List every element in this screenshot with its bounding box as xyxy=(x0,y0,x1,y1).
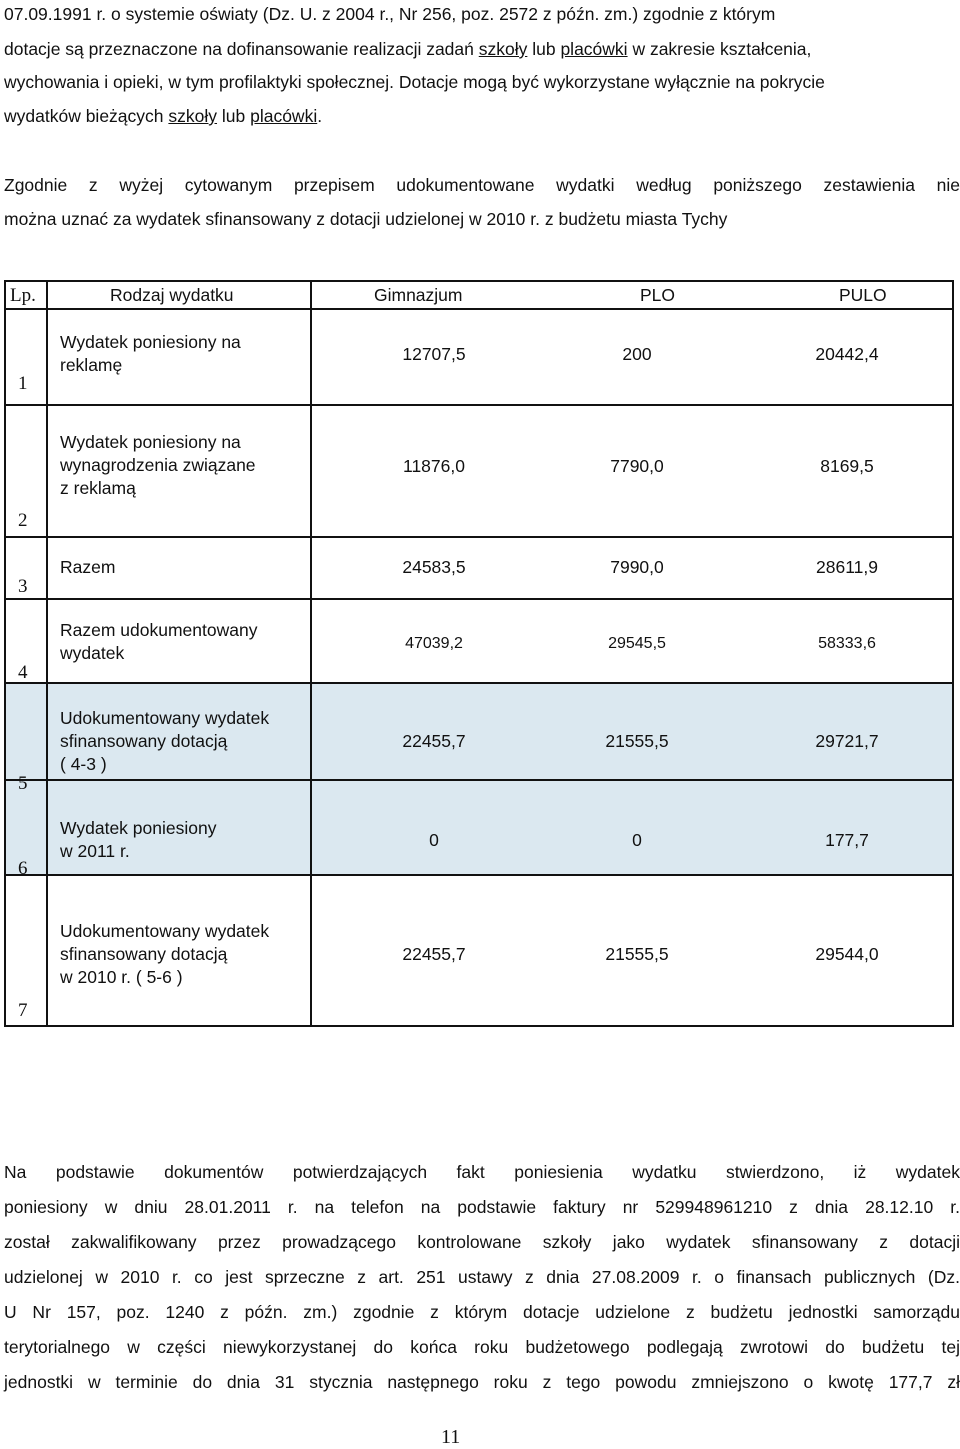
table-border xyxy=(4,1025,954,1027)
paragraph-line: 07.09.1991 r. o systemie oświaty (Dz. U. z 2004 r., Nr 256, poz. 2572 z późn. zm.) zgodnie z którym xyxy=(4,4,776,24)
row-desc-line: Wydatek poniesiony xyxy=(60,818,217,838)
cell-pulo: 8169,5 xyxy=(820,456,874,476)
cell-gimnazjum: 12707,5 xyxy=(402,344,466,364)
row-number: 5 xyxy=(18,773,28,794)
cell-gimnazjum: 0 xyxy=(429,830,439,850)
row-desc-line: Wydatek poniesiony na xyxy=(60,332,241,352)
paragraph-line xyxy=(4,106,322,127)
row-desc-line: w 2010 r. ( 5-6 ) xyxy=(60,967,183,987)
paragraph-line: terytorialnego w części niewykorzystanej do końca roku budżetowego podlegają zwrotowi do budżetu tej xyxy=(4,1337,960,1357)
expense-table xyxy=(4,280,954,1027)
underlined-term: szkoły xyxy=(168,106,218,126)
row-desc-line: wydatek xyxy=(60,643,125,663)
text-run: . xyxy=(317,106,323,126)
cell-plo: 200 xyxy=(622,344,652,364)
header-pulo: PULO xyxy=(839,285,887,305)
row-desc-line: reklamę xyxy=(60,355,123,375)
text-run: lub xyxy=(527,39,561,59)
text-run: dotacje są przeznaczone na dofinansowanie realizacji zadań xyxy=(4,39,479,59)
row-number: 2 xyxy=(18,510,28,531)
cell-gimnazjum: 47039,2 xyxy=(405,635,463,652)
row-desc-line: sfinansowany dotacją xyxy=(60,731,228,751)
paragraph-line: wychowania i opieki, w tym profilaktyki społecznej. Dotacje mogą być wykorzystane wyłącznie na pokrycie xyxy=(4,72,825,92)
header-lp: Lp. xyxy=(10,285,36,306)
row-desc-line: Udokumentowany wydatek xyxy=(60,921,270,941)
row-desc-line: w 2011 r. xyxy=(60,841,130,861)
cell-plo: 7790,0 xyxy=(610,456,664,476)
paragraph-line: udzielonej w 2010 r. co jest sprzeczne z art. 251 ustawy z dnia 27.08.2009 r. o finansach publicznych (Dz. xyxy=(4,1267,960,1287)
header-type: Rodzaj wydatku xyxy=(110,285,234,305)
table-border xyxy=(4,536,954,538)
table-border xyxy=(4,598,954,600)
cell-gimnazjum: 22455,7 xyxy=(402,944,466,964)
cell-plo: 21555,5 xyxy=(605,731,669,751)
cell-pulo: 29544,0 xyxy=(815,944,879,964)
cell-plo: 21555,5 xyxy=(605,944,669,964)
cell-pulo: 28611,9 xyxy=(816,557,878,577)
row-desc-line: Razem xyxy=(60,557,116,577)
table-border xyxy=(4,280,954,282)
row-desc-line: sfinansowany dotacją xyxy=(60,944,228,964)
underlined-term: placówki xyxy=(250,106,318,126)
table-border xyxy=(4,404,954,406)
text-run: wydatków bieżących xyxy=(4,106,169,126)
table-border xyxy=(4,779,954,781)
cell-pulo: 58333,6 xyxy=(818,635,876,652)
paragraph-line: U Nr 157, poz. 1240 z późn. zm.) zgodnie z którym dotacje udzielone z budżetu jednostki samorządu xyxy=(4,1302,960,1322)
row-number: 1 xyxy=(18,373,28,394)
underlined-term: placówki xyxy=(560,39,628,59)
table-border xyxy=(952,280,954,1027)
paragraph-line: został zakwalifikowany przez prowadzącego kontrolowane szkoły jako wydatek sfinansowany z dotacji xyxy=(4,1232,960,1252)
row-desc-line: Wydatek poniesiony na xyxy=(60,432,241,452)
row-desc-line: wynagrodzenia związane xyxy=(60,455,256,475)
paragraph-line: poniesiony w dniu 28.01.2011 r. na telefon na podstawie faktury nr 529948961210 z dnia 28.12.10 r. xyxy=(4,1197,960,1217)
cell-gimnazjum: 11876,0 xyxy=(403,456,465,476)
row-desc-line: z reklamą xyxy=(60,478,136,498)
table-border xyxy=(4,308,954,310)
cell-gimnazjum: 24583,5 xyxy=(402,557,466,577)
paragraph-line: Na podstawie dokumentów potwierdzających fakt poniesienia wydatku stwierdzono, iż wydatek xyxy=(4,1162,960,1182)
cell-gimnazjum: 22455,7 xyxy=(402,731,466,751)
row-number: 4 xyxy=(18,662,28,683)
cell-plo: 7990,0 xyxy=(610,557,664,577)
table-border xyxy=(4,682,954,684)
row-desc-line: ( 4-3 ) xyxy=(60,754,107,774)
text-run: lub xyxy=(217,106,251,126)
page-number: 11 xyxy=(441,1426,461,1448)
cell-pulo: 177,7 xyxy=(825,830,869,850)
table-border xyxy=(4,280,6,1027)
row-number: 7 xyxy=(18,1000,28,1021)
row-desc-line: Razem udokumentowany xyxy=(60,620,258,640)
cell-pulo: 20442,4 xyxy=(815,344,879,364)
paragraph-line: można uznać za wydatek sfinansowany z dotacji udzielonej w 2010 r. z budżetu miasta Tychy xyxy=(4,209,728,229)
underlined-term: szkoły xyxy=(478,39,528,59)
cell-pulo: 29721,7 xyxy=(815,731,879,751)
cell-plo: 29545,5 xyxy=(608,635,666,652)
text-run: w zakresie kształcenia, xyxy=(627,39,812,59)
table-border xyxy=(46,280,48,1027)
paragraph-line: Zgodnie z wyżej cytowanym przepisem udokumentowane wydatki według poniższego zestawienia nie xyxy=(4,175,960,195)
row-desc-line: Udokumentowany wydatek xyxy=(60,708,270,728)
row-number: 3 xyxy=(18,576,28,597)
table-border xyxy=(4,874,954,876)
table-border xyxy=(310,280,312,1027)
cell-plo: 0 xyxy=(632,830,642,850)
paragraph-line xyxy=(4,39,811,60)
header-gimnazjum: Gimnazjum xyxy=(374,285,463,305)
header-plo: PLO xyxy=(640,285,676,305)
row-number: 6 xyxy=(18,858,28,879)
paragraph-line: jednostki w terminie do dnia 31 stycznia następnego roku z tego powodu zmniejszono o kwotę 177,7 zł xyxy=(4,1372,960,1392)
